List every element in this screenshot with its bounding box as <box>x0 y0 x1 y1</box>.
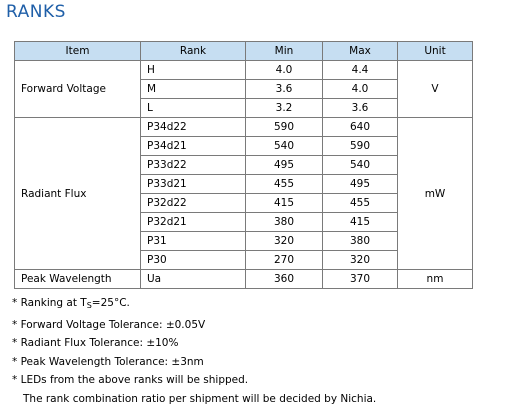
rank-cell: P34d22 <box>141 118 246 137</box>
ranks-table <box>14 41 473 289</box>
min-cell: 380 <box>246 213 323 232</box>
min-cell: 3.2 <box>246 99 323 118</box>
rank-cell: P33d21 <box>141 175 246 194</box>
rank-cell: P33d22 <box>141 156 246 175</box>
note-ranking <box>12 294 376 316</box>
note-pw-tolerance: * Peak Wavelength Tolerance: ±3nm <box>12 355 204 368</box>
header-unit: Unit <box>398 42 473 61</box>
header-min: Min <box>246 42 323 61</box>
rank-cell: L <box>141 99 246 118</box>
unit-cell: V <box>398 61 473 118</box>
table-header-row <box>15 42 473 61</box>
page-title: RANKS <box>6 2 66 22</box>
header-rank: Rank <box>141 42 246 61</box>
max-cell: 540 <box>323 156 398 175</box>
min-cell: 540 <box>246 137 323 156</box>
min-cell: 270 <box>246 251 323 270</box>
table-row <box>15 118 473 137</box>
min-cell: 360 <box>246 270 323 289</box>
note-ranking-prefix: * Ranking at T <box>12 297 87 309</box>
min-cell: 3.6 <box>246 80 323 99</box>
note-shipped: * LEDs from the above ranks will be shipped. <box>12 374 249 386</box>
max-cell: 495 <box>323 175 398 194</box>
unit-cell: nm <box>398 270 473 289</box>
header-item: Item <box>15 42 141 61</box>
table-row <box>15 61 473 80</box>
header-max: Max <box>323 42 398 61</box>
note-fv-tolerance: * Forward Voltage Tolerance: ±0.05V <box>12 318 206 331</box>
note-ranking-suffix: =25°C. <box>91 297 130 309</box>
rank-cell: H <box>141 61 246 80</box>
note-ratio: The rank combination ratio per shipment will be decided by Nichia. <box>23 392 377 405</box>
min-cell: 495 <box>246 156 323 175</box>
min-cell: 455 <box>246 175 323 194</box>
min-cell: 320 <box>246 232 323 251</box>
rank-cell: P32d22 <box>141 194 246 213</box>
rank-cell: Ua <box>141 270 246 289</box>
notes <box>12 294 376 408</box>
table-row <box>15 270 473 289</box>
unit-cell: mW <box>398 118 473 270</box>
min-cell: 4.0 <box>246 61 323 80</box>
max-cell: 320 <box>323 251 398 270</box>
max-cell: 455 <box>323 194 398 213</box>
max-cell: 4.0 <box>323 80 398 99</box>
rank-cell: P34d21 <box>141 137 246 156</box>
max-cell: 640 <box>323 118 398 137</box>
item-cell: Forward Voltage <box>15 61 141 118</box>
table-body <box>15 61 473 289</box>
max-cell: 380 <box>323 232 398 251</box>
max-cell: 415 <box>323 213 398 232</box>
note-rf-tolerance: * Radiant Flux Tolerance: ±10% <box>12 337 179 349</box>
max-cell: 4.4 <box>323 61 398 80</box>
max-cell: 590 <box>323 137 398 156</box>
item-cell: Peak Wavelength <box>15 270 141 289</box>
max-cell: 370 <box>323 270 398 289</box>
min-cell: 590 <box>246 118 323 137</box>
rank-cell: P31 <box>141 232 246 251</box>
rank-cell: M <box>141 80 246 99</box>
min-cell: 415 <box>246 194 323 213</box>
rank-cell: P32d21 <box>141 213 246 232</box>
rank-cell: P30 <box>141 251 246 270</box>
item-cell: Radiant Flux <box>15 118 141 270</box>
max-cell: 3.6 <box>323 99 398 118</box>
note-ranking-sub: S <box>86 301 92 310</box>
